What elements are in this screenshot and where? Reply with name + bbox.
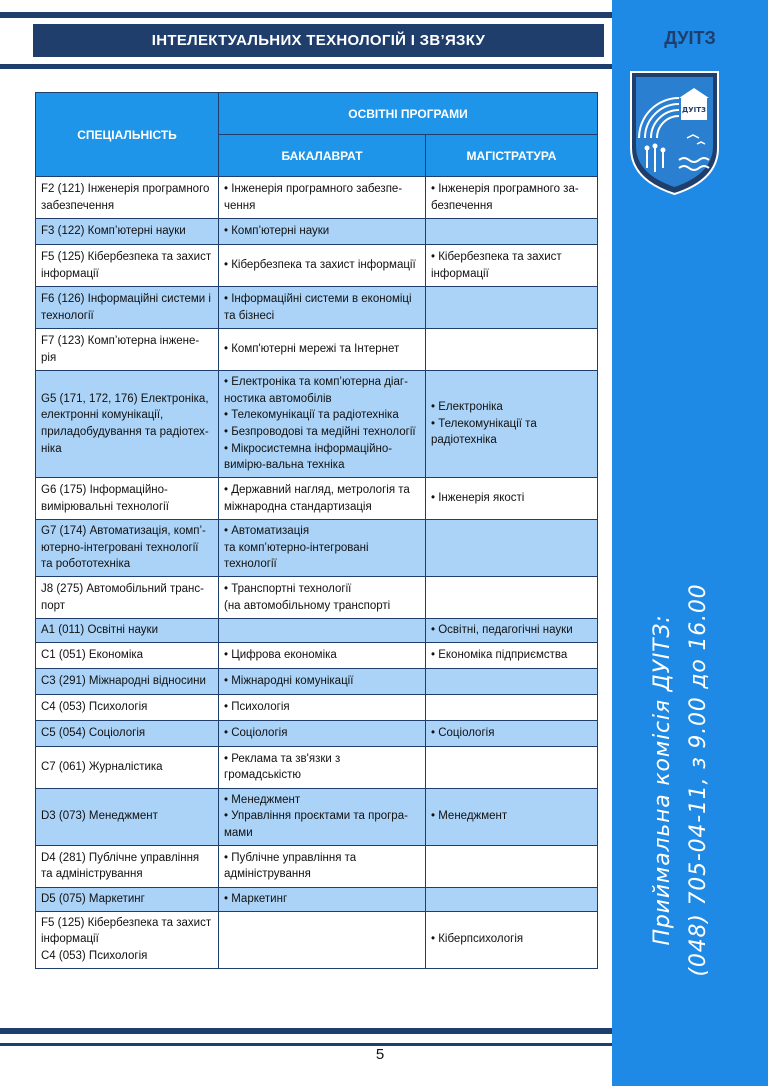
table-row — [36, 694, 598, 720]
bachelor-cell — [219, 694, 426, 720]
master-program: • Економіка підприємства — [431, 648, 568, 661]
specialty-cell — [36, 520, 219, 577]
specialty-text: C5 (054) Соціологія — [41, 726, 146, 739]
brand-name: ДУІТЗ — [664, 28, 716, 48]
bachelor-cell — [219, 720, 426, 746]
table-row — [36, 619, 598, 643]
bachelor-program: • Психологія — [224, 700, 290, 713]
master-cell — [426, 177, 598, 219]
bachelor-program: • Транспортні технології — [224, 582, 352, 595]
table-row — [36, 845, 598, 887]
bachelor-program: та комп’ютерно-інтегровані технології — [224, 541, 369, 571]
header-specialty: СПЕЦІАЛЬНІСТЬ — [36, 93, 219, 177]
specialty-text: F7 (123) Комп’ютерна інжене-рія — [41, 334, 200, 364]
specialty-cell — [36, 577, 219, 619]
master-cell — [426, 619, 598, 643]
table-row — [36, 287, 598, 329]
specialty-cell — [36, 619, 219, 643]
bachelor-program: (на автомобільному транспорті — [224, 599, 391, 612]
master-cell — [426, 694, 598, 720]
bachelor-cell — [219, 371, 426, 478]
master-cell — [426, 845, 598, 887]
bachelor-cell — [219, 845, 426, 887]
table-row — [36, 219, 598, 245]
university-emblem-icon — [627, 68, 722, 196]
bachelor-cell — [219, 619, 426, 643]
bottom-stripe — [0, 1028, 612, 1034]
bachelor-program: • Кібербезпека та захист інформації — [224, 259, 416, 272]
master-cell — [426, 746, 598, 788]
master-cell — [426, 642, 598, 668]
master-program: • Інженерія якості — [431, 492, 525, 505]
specialty-text: C3 (291) Міжнародні відносини — [41, 674, 206, 687]
specialty-text: F3 (122) Комп’ютерні науки — [41, 225, 186, 238]
specialty-text: F6 (126) Інформаційні системи і технології — [41, 292, 211, 322]
header-master: МАГІСТРАТУРА — [426, 135, 598, 177]
bachelor-program: • Маркетинг — [224, 892, 288, 905]
header-bachelor: БАКАЛАВРАТ — [219, 135, 426, 177]
specialty-cell — [36, 371, 219, 478]
master-program: • Освітні, педагогічні науки — [431, 624, 573, 637]
bachelor-cell — [219, 287, 426, 329]
table-row — [36, 577, 598, 619]
table-row — [36, 668, 598, 694]
bachelor-program: • Реклама та зв'язки з громадськістю — [224, 752, 341, 782]
bachelor-cell — [219, 577, 426, 619]
table-row — [36, 520, 598, 577]
specialty-cell — [36, 788, 219, 845]
specialty-cell — [36, 642, 219, 668]
specialty-cell — [36, 177, 219, 219]
bachelor-cell — [219, 478, 426, 520]
specialty-text: F5 (125) Кібербезпека та захист інформації — [41, 250, 212, 280]
master-cell — [426, 287, 598, 329]
admission-line-1: Приймальна комісія ДУІТЗ: — [650, 614, 675, 946]
bachelor-cell — [219, 219, 426, 245]
table-row — [36, 911, 598, 968]
admission-contact — [645, 480, 735, 1080]
bachelor-cell — [219, 520, 426, 577]
specialty-text: C7 (061) Журналістика — [41, 760, 163, 773]
table-row — [36, 887, 598, 911]
specialty-text: D5 (075) Маркетинг — [41, 892, 145, 905]
specialty-cell — [36, 911, 219, 968]
specialty-text: F5 (125) Кібербезпека та захист інформації — [41, 916, 212, 946]
table-row — [36, 642, 598, 668]
specialty-text: A1 (011) Освітні науки — [41, 624, 158, 637]
top-stripe-lower — [0, 64, 612, 69]
master-cell — [426, 371, 598, 478]
specialty-text: D4 (281) Публічне управління та адміністрування — [41, 851, 200, 881]
specialty-text: G6 (175) Інформаційно-вимірювальні технології — [41, 483, 169, 513]
bachelor-cell — [219, 668, 426, 694]
specialty-cell — [36, 287, 219, 329]
specialty-text: G5 (171, 172, 176) Електроніка, електронні комунікації, приладобудування та радіотех-ніка — [41, 392, 209, 455]
table-row — [36, 177, 598, 219]
bachelor-program: • Управління проєктами та програ-мами — [224, 810, 408, 840]
specialty-cell — [36, 668, 219, 694]
specialty-text: G7 (174) Автоматизація, комп’-ютерно-інтегровані технології та робототехніка — [41, 525, 206, 571]
specialty-text: C4 (053) Психологія — [41, 700, 148, 713]
bachelor-cell — [219, 642, 426, 668]
table-row — [36, 720, 598, 746]
emblem-text: ДУІТЗ — [682, 106, 706, 114]
bachelor-program: • Інформаційні системи в економіці та бізнесі — [224, 292, 412, 322]
master-program: • Телекомунікації та радіотехніка — [431, 417, 537, 447]
table-row — [36, 329, 598, 371]
table-row — [36, 478, 598, 520]
admission-line-2: (048) 705-04-11, з 9.00 до 16.00 — [686, 583, 711, 977]
bachelor-program: • Безпроводові та медійні технології — [224, 426, 416, 439]
master-cell — [426, 520, 598, 577]
master-program: • Менеджмент — [431, 810, 508, 823]
master-cell — [426, 668, 598, 694]
bachelor-program: • Комп'ютерні мережі та Інтернет — [224, 343, 400, 356]
header-programs: ОСВІТНІ ПРОГРАМИ — [219, 93, 598, 135]
specialty-cell — [36, 694, 219, 720]
specialty-cell — [36, 720, 219, 746]
bachelor-cell — [219, 746, 426, 788]
specialty-cell — [36, 887, 219, 911]
bachelor-program: • Соціологія — [224, 726, 288, 739]
master-cell — [426, 911, 598, 968]
master-cell — [426, 329, 598, 371]
master-program: • Соціологія — [431, 726, 495, 739]
specialty-cell — [36, 478, 219, 520]
specialty-cell — [36, 329, 219, 371]
bachelor-program: • Автоматизація — [224, 525, 310, 538]
bachelor-cell — [219, 887, 426, 911]
bachelor-program: • Електроніка та комп’ютерна діаг-ностика автомобілів — [224, 376, 408, 405]
specialty-cell — [36, 245, 219, 287]
specialty-cell — [36, 845, 219, 887]
bachelor-program: • Мікросистемна інформаційно-вимірю-вальна техніка — [224, 442, 393, 472]
programs-table — [35, 92, 598, 969]
table-row — [36, 245, 598, 287]
bachelor-program: • Державний нагляд, метрологія та міжнародна стандартизація — [224, 483, 410, 513]
table-row — [36, 371, 598, 478]
master-program: • Інженерія програмного за-безпечення — [431, 182, 579, 212]
specialty-cell — [36, 219, 219, 245]
bachelor-program: • Комп’ютерні науки — [224, 225, 330, 238]
bachelor-cell — [219, 329, 426, 371]
bachelor-program: • Менеджмент — [224, 793, 301, 806]
master-program: • Кіберпсихологія — [431, 933, 524, 946]
specialty-text: D3 (073) Менеджмент — [41, 810, 158, 823]
bachelor-program: • Міжнародні комунікації — [224, 674, 354, 687]
specialty-text: J8 (275) Автомобільний транс-порт — [41, 582, 204, 612]
master-cell — [426, 720, 598, 746]
specialty-text: C1 (051) Економіка — [41, 648, 144, 661]
master-program: • Кібербезпека та захист інформації — [431, 250, 562, 280]
page-title: ІНТЕЛЕКТУАЛЬНИХ ТЕХНОЛОГІЙ І ЗВ’ЯЗКУ — [33, 24, 604, 57]
bachelor-program: • Публічне управління та адміністрування — [224, 851, 357, 881]
master-program: • Електроніка — [431, 401, 503, 413]
table-body — [36, 177, 598, 969]
master-cell — [426, 577, 598, 619]
master-cell — [426, 478, 598, 520]
bachelor-cell — [219, 177, 426, 219]
bachelor-program: • Інженерія програмного забезпе-чення — [224, 182, 403, 212]
master-cell — [426, 245, 598, 287]
top-stripe — [0, 12, 612, 18]
page-number: 5 — [375, 1046, 385, 1063]
table-row — [36, 788, 598, 845]
master-cell — [426, 788, 598, 845]
bachelor-cell — [219, 788, 426, 845]
bachelor-program: • Телекомунікації та радіотехніка — [224, 409, 399, 422]
bachelor-program: • Цифрова економіка — [224, 648, 337, 661]
bachelor-cell — [219, 245, 426, 287]
specialty-text: C4 (053) Психологія — [41, 950, 148, 963]
specialty-cell — [36, 746, 219, 788]
bachelor-cell — [219, 911, 426, 968]
master-cell — [426, 887, 598, 911]
master-cell — [426, 219, 598, 245]
specialty-text: F2 (121) Інженерія програмного забезпечення — [41, 182, 210, 212]
table-row — [36, 746, 598, 788]
